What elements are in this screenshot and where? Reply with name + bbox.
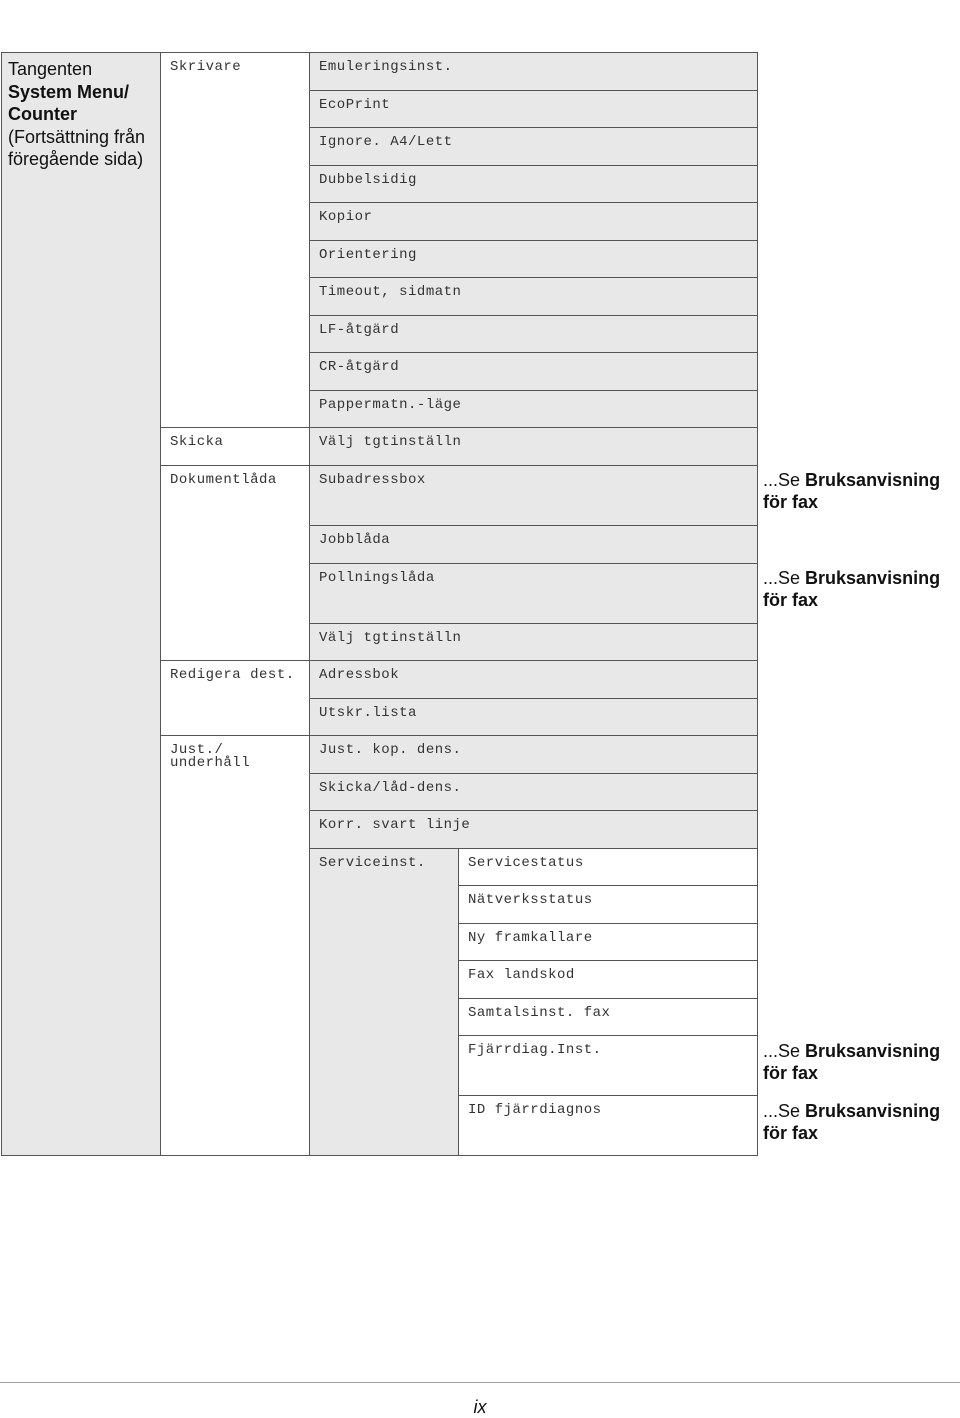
item-cr-atgard bbox=[309, 352, 758, 391]
heading-suffix: (Fortsättning från föregående sida) bbox=[8, 126, 146, 169]
note-prefix: ...Se bbox=[763, 470, 806, 490]
group-label: Skrivare bbox=[170, 59, 242, 75]
item-timeout-sidmatn bbox=[309, 277, 758, 316]
note-link-text: Bruksanvisning för fax bbox=[763, 1101, 941, 1143]
subitem-label: Ny framkallare bbox=[468, 930, 593, 946]
group-skrivare bbox=[160, 52, 310, 428]
item-label: Pollningslåda bbox=[319, 570, 435, 586]
note-pollningslada bbox=[763, 567, 960, 611]
page-number: ix bbox=[473, 1397, 487, 1417]
note-id-fjarrdiagnos bbox=[763, 1100, 960, 1144]
item-label: LF-åtgärd bbox=[319, 322, 400, 338]
item-valj-tgtinstalln bbox=[309, 427, 758, 466]
note-prefix: ...Se bbox=[763, 1101, 806, 1121]
note-fjarrdiag-inst bbox=[763, 1040, 960, 1084]
item-label: Adressbok bbox=[319, 667, 400, 683]
note-link-text: Bruksanvisning för fax bbox=[763, 1041, 941, 1083]
subitem-natverksstatus bbox=[458, 885, 758, 924]
item-pollningslada bbox=[309, 563, 758, 624]
group-just-underhall bbox=[160, 735, 310, 1156]
subitem-samtalsinst-fax bbox=[458, 998, 758, 1036]
group-label: Just./ underhåll bbox=[170, 742, 251, 771]
item-label: Skicka/låd-dens. bbox=[319, 780, 462, 796]
item-valj-tgtinstalln-2 bbox=[309, 623, 758, 661]
group-dokumentlada bbox=[160, 465, 310, 661]
item-label: Välj tgtinställn bbox=[319, 630, 462, 646]
item-korr-svart-linje bbox=[309, 810, 758, 849]
item-label: Utskr.lista bbox=[319, 705, 417, 721]
subitem-label: Fjärrdiag.Inst. bbox=[468, 1042, 602, 1058]
item-ignore-a4-lett bbox=[309, 127, 758, 166]
item-label: Ignore. A4/Lett bbox=[319, 134, 453, 150]
note-link-text: Bruksanvisning för fax bbox=[763, 568, 941, 610]
subitem-fax-landskod bbox=[458, 960, 758, 999]
item-emuleringsinst bbox=[309, 52, 758, 91]
item-label: Subadressbox bbox=[319, 472, 426, 488]
item-label: Pappermatn.-läge bbox=[319, 397, 462, 413]
item-label: Emuleringsinst. bbox=[319, 59, 453, 75]
subitem-label: ID fjärrdiagnos bbox=[468, 1102, 602, 1118]
group-label: Skicka bbox=[170, 434, 224, 450]
item-serviceinst bbox=[309, 848, 459, 1156]
note-link-text: Bruksanvisning för fax bbox=[763, 470, 941, 512]
item-just-kop-dens bbox=[309, 735, 758, 774]
heading-cell bbox=[1, 52, 161, 1156]
item-label: Korr. svart linje bbox=[319, 817, 471, 833]
item-label: Orientering bbox=[319, 247, 417, 263]
item-label: Dubbelsidig bbox=[319, 172, 417, 188]
item-kopior bbox=[309, 202, 758, 241]
item-ecoprint bbox=[309, 90, 758, 128]
item-dubbelsidig bbox=[309, 165, 758, 203]
group-redigera-dest bbox=[160, 660, 310, 736]
note-prefix: ...Se bbox=[763, 1041, 806, 1061]
item-label: EcoPrint bbox=[319, 97, 391, 113]
item-lf-atgard bbox=[309, 315, 758, 353]
item-label: Kopior bbox=[319, 209, 373, 225]
subitem-servicestatus bbox=[458, 848, 758, 886]
item-label: Jobblåda bbox=[319, 532, 391, 548]
item-label: CR-åtgärd bbox=[319, 359, 400, 375]
item-orientering bbox=[309, 240, 758, 278]
group-label: Dokumentlåda bbox=[170, 472, 277, 488]
subitem-id-fjarrdiagnos bbox=[458, 1095, 758, 1156]
item-utskr-lista bbox=[309, 698, 758, 736]
item-adressbok bbox=[309, 660, 758, 699]
heading-prefix: Tangenten bbox=[8, 59, 93, 79]
subitem-label: Samtalsinst. fax bbox=[468, 1005, 611, 1021]
note-subadressbox bbox=[763, 469, 960, 513]
group-skicka bbox=[160, 427, 310, 466]
item-pappermatn-lage bbox=[309, 390, 758, 428]
item-subadressbox bbox=[309, 465, 758, 526]
heading-key: System Menu/ Counter bbox=[8, 81, 130, 124]
group-label: Redigera dest. bbox=[170, 667, 295, 683]
subitem-label: Fax landskod bbox=[468, 967, 575, 983]
subitem-label: Nätverksstatus bbox=[468, 892, 593, 908]
item-jobblada bbox=[309, 525, 758, 564]
item-skicka-lad-dens bbox=[309, 773, 758, 811]
footer-divider bbox=[0, 1382, 960, 1383]
subitem-label: Servicestatus bbox=[468, 855, 584, 871]
item-label: Timeout, sidmatn bbox=[319, 284, 462, 300]
item-label: Välj tgtinställn bbox=[319, 434, 462, 450]
subitem-ny-framkallare bbox=[458, 923, 758, 961]
note-prefix: ...Se bbox=[763, 568, 806, 588]
item-label: Just. kop. dens. bbox=[319, 742, 462, 758]
item-label: Serviceinst. bbox=[319, 855, 426, 871]
subitem-fjarrdiag-inst bbox=[458, 1035, 758, 1096]
